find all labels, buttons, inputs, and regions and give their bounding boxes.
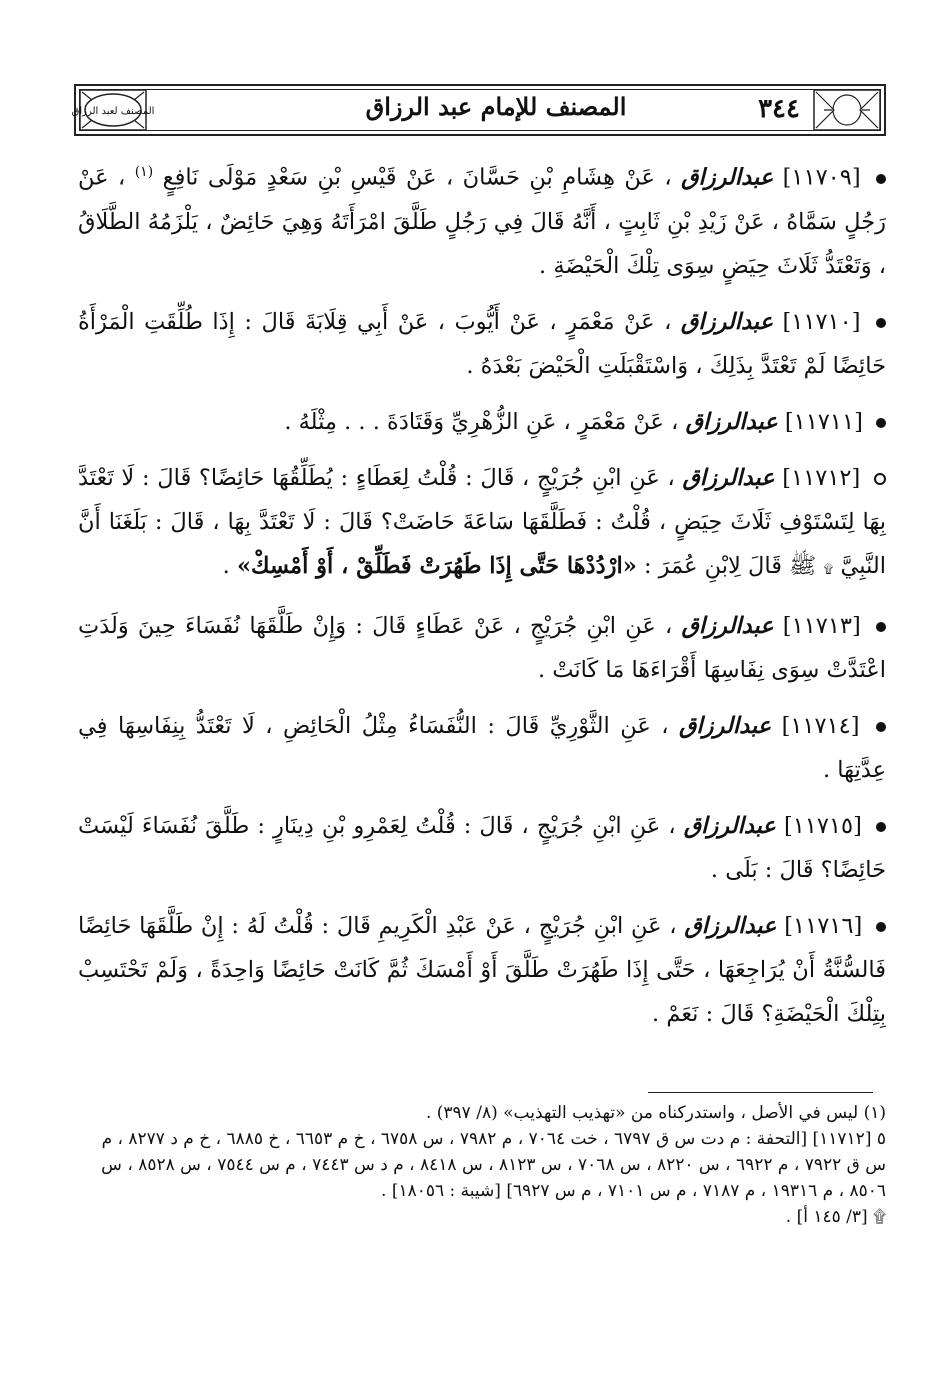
- hadith-text: ، عَنِ الثَّوْرِيِّ قَالَ : النُّفَسَاءُ مِثْلُ الْحَائِضِ ، لَا تَعْتَدُّ بِنِفَاسِهَا فِي عِدَّتِهَا .: [78, 712, 886, 783]
- hadith-number: [١١٧٠٩]: [782, 164, 861, 191]
- emblem-ornament-icon: [71, 88, 155, 132]
- narrator-name: عبدالرزاق: [683, 812, 776, 839]
- bullet-icon: [876, 174, 886, 184]
- page-header: [71, 84, 886, 136]
- page-number: ٣٤٤: [758, 94, 800, 124]
- hadith-number: [١١٧١٢]: [782, 464, 861, 491]
- bullet-icon: [876, 622, 886, 632]
- emblem-text: المصنف لعبد الرزاق: [71, 106, 155, 117]
- bullet-icon: [876, 922, 886, 932]
- hadith-number: [١١٧١٥]: [783, 812, 862, 839]
- footnotes: [78, 1100, 886, 1230]
- hadith-number: [١١٧١٠]: [782, 308, 861, 335]
- book-title: المصنف للإمام عبد الرزاق: [365, 92, 627, 121]
- hadith-text: .: [222, 552, 230, 579]
- main-text: [78, 150, 886, 1048]
- footnote: (١) ليس في الأصل ، واستدركناه من «تهذيب التهذيب» (٨/ ٣٩٧) .: [425, 1103, 886, 1123]
- hadith-entry: [78, 604, 886, 692]
- hadith-entry: [78, 150, 886, 288]
- bullet-icon: [876, 822, 886, 832]
- bullet-icon: [876, 318, 886, 328]
- narrator-name: عبدالرزاق: [678, 712, 772, 739]
- narrator-name: عبدالرزاق: [681, 164, 774, 191]
- hadith-number: [١١٧١١]: [784, 408, 863, 435]
- folio-marker-icon: ۩: [823, 561, 834, 577]
- hadith-entry: [78, 904, 886, 1036]
- hadith-text: ، عَنْ مَعْمَرٍ ، عَنِ الزُّهْرِيِّ وَقَتَادَةَ . . . مِثْلَهُ .: [284, 408, 679, 435]
- takhrij-note: ٥ [١١٧١٢] [التحفة : م دت س ق ٦٧٩٧ ، خت ٧٠٦٤ ، م ٧٩٨٢ ، س ٦٧٥٨ ، خ م ٦٦٥٣ ، خ ٦٨٨٥ ، خ م د ٨٢٧٧ ، م س ق ٧٩٢٢ ، م ٦٩٢٢ ، س ٨٢٢٠ ، س ٧٠٦٨ ، س ٨١٢٣ ، س ٨٤١٨ ، م د س ٧٤٤٣ ، م س ٧٥٤٤ ، س ٨٥٢٨ ، س ٨٥٠٦ ، م ١٩٣١٦ ، م ٧١٨٧ ، م س ٧١٠١ ، م س ٦٩٢٧] [شيبة : ١٨٠٥٦] .: [101, 1129, 886, 1201]
- narrator-name: عبدالرزاق: [680, 308, 773, 335]
- hadith-entry: [78, 300, 886, 388]
- hadith-text: ، عَنِ ابْنِ جُرَيْجٍ ، قَالَ : قُلْتُ لِعَطَاءٍ : يُطَلِّقُهَا حَائِضًا؟ قَالَ : لَا تَعْتَدَّ بِهَا لِتَسْتَوْفِ ثَلَاثَ حِيَضٍ ، قُلْتُ : فَطَلَّقَهَا سَاعَةَ حَاضَتْ؟ قَالَ : لَا تَعْتَدَّ بِهَا ، قَالَ : بَلَغَنَا أَنَّ النَّبِيَّ: [78, 464, 886, 579]
- footnote-reference: (١): [134, 164, 154, 180]
- hadith-text: ، عَنْ مَعْمَرٍ ، عَنْ أَيُّوبَ ، عَنْ أَبِي قِلَابَةَ قَالَ : إِذَا طُلِّقَتِ الْمَرْأَةُ حَائِضًا لَمْ تَعْتَدَّ بِذَلِكَ ، وَاسْتَقْبَلَتِ الْحَيْضَ بَعْدَهُ .: [78, 308, 886, 379]
- prophetic-quote: «ارْدُدْهَا حَتَّى إِذَا طَهُرَتْ فَطَلِّقْ ، أَوْ أَمْسِكْ»: [236, 552, 637, 579]
- narrator-name: عبدالرزاق: [682, 464, 775, 491]
- hadith-entry: [78, 400, 886, 444]
- narrator-name: عبدالرزاق: [685, 408, 778, 435]
- hadith-number: [١١٧١٣]: [782, 612, 861, 639]
- corner-ornament-icon: [812, 88, 882, 132]
- hadith-number: [١١٧١٤]: [781, 712, 860, 739]
- hadith-entry: [78, 456, 886, 592]
- hadith-number: [١١٧١٦]: [784, 912, 863, 939]
- bullet-icon: [876, 722, 886, 732]
- hadith-text: ﷺ قَالَ لِابْنِ عُمَرَ :: [643, 552, 817, 579]
- hadith-entry: [78, 804, 886, 892]
- narrator-name: عبدالرزاق: [681, 612, 774, 639]
- folio-note: ۩ [٣/ ١٤٥ أ] .: [785, 1207, 886, 1227]
- hollow-bullet-icon: [874, 473, 886, 485]
- hadith-text: ، عَنْ رَجُلٍ سَمَّاهُ ، عَنْ زَيْدِ بْنِ ثَابِتٍ ، أَنَّهُ قَالَ فِي رَجُلٍ طَلَّقَ امْرَأَتَهُ وَهِيَ حَائِضٌ ، يَلْزَمُهُ الطَّلَاقُ ، وَتَعْتَدُّ ثَلَاثَ حِيَضٍ سِوَى تِلْكَ الْحَيْضَةِ .: [78, 164, 886, 279]
- hadith-text: ، عَنْ هِشَامِ بْنِ حَسَّانَ ، عَنْ قَيْسِ بْنِ سَعْدٍ مَوْلَى نَافِعٍ: [162, 164, 672, 191]
- narrator-name: عبدالرزاق: [684, 912, 777, 939]
- footnote-divider: [648, 1092, 873, 1093]
- hadith-text: ، عَنِ ابْنِ جُرَيْجٍ ، عَنْ عَطَاءٍ قَالَ : وَإِنْ طَلَّقَهَا نُفَسَاءَ حِينَ وَلَدَتِ اعْتَدَّتْ سِوَى نِفَاسِهَا أَقْرَاءَهَا مَا كَانَتْ .: [78, 612, 886, 683]
- bullet-icon: [876, 418, 886, 428]
- hadith-entry: [78, 704, 886, 792]
- hadith-text: ، عَنِ ابْنِ جُرَيْجٍ ، عَنْ عَبْدِ الْكَرِيمِ قَالَ : قُلْتُ لَهُ : إِنْ طَلَّقَهَا حَائِضًا فَالسُّنَّةُ أَنْ يُرَاجِعَهَا ، حَتَّى إِذَا طَهُرَتْ طَلَّقَ أَوْ أَمْسَكَ ثُمَّ كَانَتْ حَائِضًا وَاحِدَةً ، وَلَمْ تَحْتَسِبْ بِتِلْكَ الْحَيْضَةِ؟ قَالَ : نَعَمْ .: [78, 912, 886, 1027]
- hadith-text: ، عَنِ ابْنِ جُرَيْجٍ ، قَالَ : قُلْتُ لِعَمْرِو بْنِ دِينَارٍ : طَلَّقَ نُفَسَاءَ لَيْسَتْ حَائِضًا؟ قَالَ : بَلَى .: [78, 812, 886, 883]
